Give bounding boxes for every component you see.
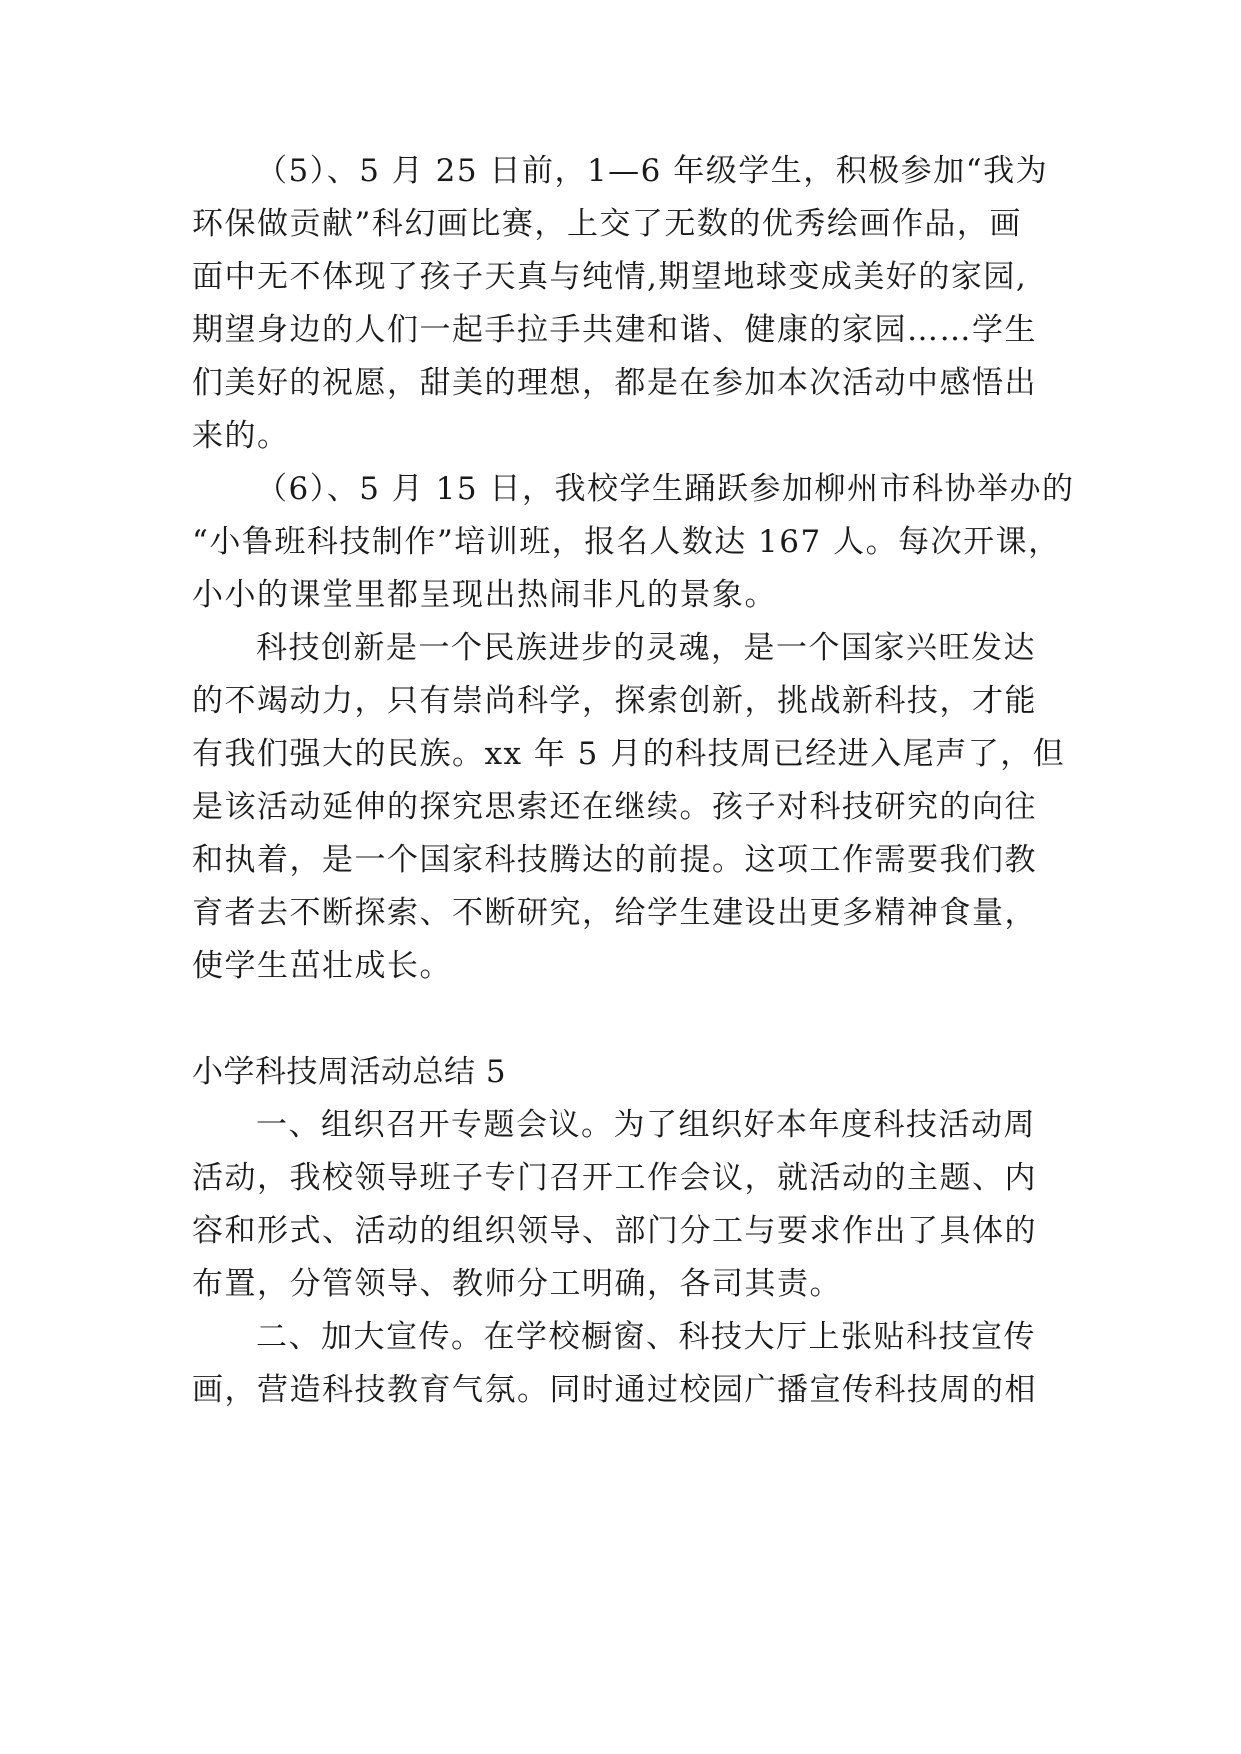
paragraph-line: （6）、5 月 15 日，我校学生踊跃参加柳州市科协举办的 [256, 471, 1075, 507]
paragraph-line: 育者去不断探索、不断研究，给学生建设出更多精神食量， [192, 895, 1037, 931]
paragraph-line: 的不竭动力，只有崇尚科学，探索创新，挑战新科技，才能 [192, 683, 1037, 719]
paragraph-line: 们美好的祝愿，甜美的理想，都是在参加本次活动中感悟出 [192, 365, 1037, 401]
paragraph-line: 环保做贡献”科幻画比赛，上交了无数的优秀绘画作品，画 [192, 206, 1022, 242]
paragraph-line: 容和形式、活动的组织领导、部门分工与要求作出了具体的 [192, 1213, 1037, 1249]
paragraph-line: 活动，我校领导班子专门召开工作会议，就活动的主题、内 [192, 1160, 1037, 1196]
section-title: 小学科技周活动总结 5 [192, 1054, 507, 1090]
paragraph-line: 小小的课堂里都呈现出热闹非凡的景象。 [192, 577, 777, 613]
paragraph-line: 面中无不体现了孩子天真与纯情,期望地球变成美好的家园, [192, 259, 1028, 295]
paragraph-line: 和执着，是一个国家科技腾达的前提。这项工作需要我们教 [192, 842, 1037, 878]
paragraph-line: （5）、5 月 25 日前，1—6 年级学生，积极参加“我为 [256, 153, 1049, 189]
paragraph-line: 使学生茁壮成长。 [192, 948, 452, 984]
paragraph-line: “小鲁班科技制作”培训班，报名人数达 167 人。每次开课， [192, 524, 1061, 560]
paragraph-line: 画，营造科技教育气氛。同时通过校园广播宣传科技周的相 [192, 1372, 1037, 1408]
paragraph-line: 布置，分管领导、教师分工明确，各司其责。 [192, 1266, 842, 1302]
paragraph-line: 期望身边的人们一起手拉手共建和谐、健康的家园……学生 [192, 312, 1037, 348]
paragraph-line: 来的。 [192, 418, 290, 454]
paragraph-line: 二、加大宣传。在学校橱窗、科技大厅上张贴科技宣传 [256, 1319, 1036, 1355]
paragraph-line: 一、组织召开专题会议。为了组织好本年度科技活动周 [256, 1107, 1036, 1143]
paragraph-line: 有我们强大的民族。xx 年 5 月的科技周已经进入尾声了，但 [192, 736, 1066, 772]
paragraph-line: 科技创新是一个民族进步的灵魂，是一个国家兴旺发达 [256, 630, 1036, 666]
paragraph-line: 是该活动延伸的探究思索还在继续。孩子对科技研究的向往 [192, 789, 1037, 825]
